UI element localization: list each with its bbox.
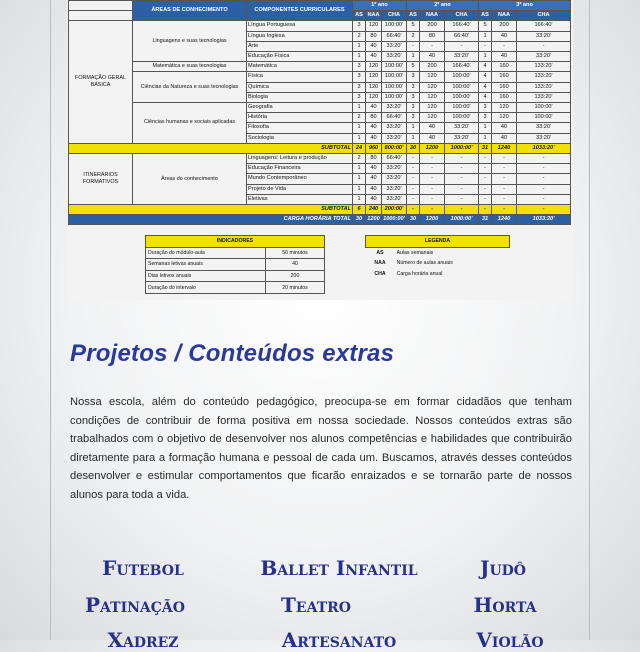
legenda-code: CHA xyxy=(374,271,386,278)
cell-value: - xyxy=(420,174,445,184)
cell-value: 3 xyxy=(407,92,420,102)
activity-xadrez: Xadrez xyxy=(107,628,179,652)
cell-value: 3 xyxy=(407,72,420,82)
indicador-label: Dias letivos anuais xyxy=(146,270,266,282)
cell-value: 120 xyxy=(492,113,517,123)
cell-value: 160 xyxy=(492,62,517,72)
cell-value: 100:00' xyxy=(382,82,407,92)
cell-value: 40 xyxy=(492,123,517,133)
activity-patinacao: Patinação xyxy=(85,593,185,617)
sub-header: AS xyxy=(407,11,420,21)
cell-value: 33:20' xyxy=(382,52,407,62)
cell-value: 40 xyxy=(366,194,382,204)
cell-value: 66:40' xyxy=(382,113,407,123)
cell-value: - xyxy=(479,154,492,164)
subtotal-value: - xyxy=(407,205,420,215)
cell-value: 1 xyxy=(353,41,366,51)
cell-value: - xyxy=(479,184,492,194)
total-value: 1033:20' xyxy=(517,215,571,225)
cell-value: - xyxy=(492,174,517,184)
area-label: Linguagens e suas tecnologias xyxy=(133,21,247,62)
area-label: Ciências da Natureza e suas tecnologias xyxy=(133,72,247,103)
cell-value: 1 xyxy=(479,31,492,41)
total-value: 1200 xyxy=(420,215,445,225)
cell-value: - xyxy=(479,41,492,51)
component-name: Geografia xyxy=(247,103,353,113)
cell-value: 100:00' xyxy=(382,92,407,102)
total-value: 1200 xyxy=(366,215,382,225)
cell-value: 80 xyxy=(420,31,445,41)
cell-value: 160 xyxy=(492,82,517,92)
cell-value: 120 xyxy=(366,21,382,31)
component-name: Projeto de Vida xyxy=(247,184,353,194)
cell-value: 33:20' xyxy=(517,133,571,143)
component-name: Educação Física xyxy=(247,52,353,62)
cell-value: - xyxy=(517,154,571,164)
subtotal-value: 1200 xyxy=(420,143,445,153)
cell-value: 133:20' xyxy=(517,92,571,102)
cell-value: 3 xyxy=(353,92,366,102)
left-border-line xyxy=(50,0,51,640)
component-name: Filosofia xyxy=(247,123,353,133)
cell-value: - xyxy=(445,164,479,174)
cell-value: - xyxy=(420,154,445,164)
total-value: 30 xyxy=(407,215,420,225)
header-row-years xyxy=(69,1,571,11)
cell-value: - xyxy=(445,154,479,164)
right-border-line xyxy=(589,0,590,640)
cell-value: - xyxy=(420,164,445,174)
cell-value: 1 xyxy=(353,103,366,113)
col-areas-header: ÁREAS DE CONHECIMENTO xyxy=(133,1,247,21)
cell-value: 80 xyxy=(366,154,382,164)
sub-header: CHA xyxy=(382,11,407,21)
activity-futebol: Futebol xyxy=(102,556,184,580)
component-name: História xyxy=(247,113,353,123)
component-name: Linguagens: Leitura e produção xyxy=(247,154,353,164)
legenda-desc: Número de aulas anuais xyxy=(396,260,453,267)
cell-value: 120 xyxy=(366,82,382,92)
cell-value: 1 xyxy=(407,52,420,62)
cell-value: 80 xyxy=(366,31,382,41)
cell-value: 100:00' xyxy=(445,92,479,102)
cell-value: - xyxy=(492,154,517,164)
cell-value: 5 xyxy=(407,62,420,72)
cell-value: - xyxy=(492,194,517,204)
cell-value: 40 xyxy=(366,164,382,174)
legenda-desc: Carga horária anual xyxy=(396,271,443,278)
cell-value: 40 xyxy=(420,52,445,62)
cell-value: 33:20' xyxy=(382,164,407,174)
total-value: 1000:00' xyxy=(445,215,479,225)
table-row xyxy=(69,62,571,72)
cell-value: 120 xyxy=(366,72,382,82)
year-header: 1º ano xyxy=(353,1,407,11)
cell-value: - xyxy=(407,174,420,184)
table-row xyxy=(69,21,571,31)
subtotal-label: SUBTOTAL xyxy=(69,205,353,215)
cell-value: - xyxy=(445,174,479,184)
cell-value: - xyxy=(479,164,492,174)
component-name: Língua Portuguesa xyxy=(247,21,353,31)
col-components-header: COMPONENTES CURRICULARES xyxy=(247,1,353,21)
cell-value: - xyxy=(492,184,517,194)
cell-value: 200 xyxy=(420,21,445,31)
cell-value: 166:40' xyxy=(445,62,479,72)
cell-value: 3 xyxy=(353,21,366,31)
subtotal-value: 240 xyxy=(366,205,382,215)
subtotal-label: SUBTOTAL xyxy=(69,143,353,153)
cell-value: 1 xyxy=(353,52,366,62)
cell-value: 66:40' xyxy=(382,154,407,164)
cell-value: 100:00' xyxy=(517,113,571,123)
cell-value: 40 xyxy=(366,174,382,184)
indicador-value: 20 minutos xyxy=(266,282,325,294)
component-name: Física xyxy=(247,72,353,82)
cell-value: 4 xyxy=(479,72,492,82)
cell-value: 3 xyxy=(353,72,366,82)
activity-judo: Judô xyxy=(479,556,527,580)
cell-value: 40 xyxy=(366,133,382,143)
cell-value: 200 xyxy=(420,62,445,72)
cell-value: - xyxy=(445,194,479,204)
indicador-label: Duração do módulo-aula xyxy=(146,247,266,259)
cell-value: 33:20' xyxy=(382,184,407,194)
component-name: Educação Financeira xyxy=(247,164,353,174)
subtotal-row xyxy=(69,143,571,153)
component-name: Arte xyxy=(247,41,353,51)
cell-value: 100:00' xyxy=(382,72,407,82)
cell-value: - xyxy=(407,164,420,174)
cell-value: - xyxy=(407,184,420,194)
cell-value: 66:40' xyxy=(445,31,479,41)
subtotal-value: - xyxy=(445,205,479,215)
cell-value: 1 xyxy=(353,164,366,174)
component-name: Biologia xyxy=(247,92,353,102)
cell-value: 33:20' xyxy=(382,41,407,51)
legenda-code: NAA xyxy=(374,260,386,267)
cell-value: 120 xyxy=(492,103,517,113)
curriculum-table xyxy=(68,0,571,225)
subtotal-value: 1000:00' xyxy=(445,143,479,153)
cell-value: 40 xyxy=(492,133,517,143)
area-label: Matemática e suas tecnologias xyxy=(133,62,247,72)
cell-value: 33:20' xyxy=(445,52,479,62)
cell-value: - xyxy=(420,41,445,51)
table-row xyxy=(69,72,571,82)
year-header: 2º ano xyxy=(407,1,479,11)
cell-value: 120 xyxy=(366,62,382,72)
total-row xyxy=(69,215,571,225)
sub-header: AS xyxy=(353,11,366,21)
cell-value: 2 xyxy=(353,31,366,41)
section-paragraph: Nossa escola, além do conteúdo pedagógico, preocupa-se em formar cidadãos que tenham condições de contribuir de forma positiva em nossa sociedade. Nossos conteúdos extras são trabalhados com o objetivo de desenvolver nos alunos competências e habilidades que contribuirão diretamente para a formação humana e pessoal de cada um. Buscamos, através desses conteúdos desenvolver e estimular comportamentos que ficarão enraizados e se tornarão parte de nossos alunos para toda a vida. xyxy=(70,396,572,501)
cell-value: 33:20' xyxy=(382,194,407,204)
sub-header: NAA xyxy=(492,11,517,21)
cell-value: 2 xyxy=(353,113,366,123)
component-name: Língua Inglesa xyxy=(247,31,353,41)
subtotal-value: - xyxy=(492,205,517,215)
subtotal-value: - xyxy=(517,205,571,215)
subtotal-value: - xyxy=(420,205,445,215)
cell-value: - xyxy=(479,174,492,184)
activity-artesanato: Artesanato xyxy=(281,628,397,652)
cell-value: 100:00' xyxy=(445,113,479,123)
subtotal-row xyxy=(69,205,571,215)
indicador-value: 200 xyxy=(266,270,325,282)
cell-value: - xyxy=(517,184,571,194)
activity-horta: Horta xyxy=(473,593,537,617)
area-label: Ciências humanas e sociais aplicadas xyxy=(133,103,247,144)
legenda-desc: Aulas semanais xyxy=(396,249,434,256)
cell-value: 40 xyxy=(366,123,382,133)
indicador-value: 40 xyxy=(266,259,325,271)
cell-value: - xyxy=(517,174,571,184)
subtotal-value: 1240 xyxy=(492,143,517,153)
subtotal-value: 24 xyxy=(353,143,366,153)
cell-value: 3 xyxy=(353,82,366,92)
cell-value: 1 xyxy=(407,133,420,143)
cell-value: 40 xyxy=(492,52,517,62)
sub-header: AS xyxy=(479,11,492,21)
cell-value: 33:20' xyxy=(517,31,571,41)
subtotal-value: - xyxy=(479,205,492,215)
cell-value: 160 xyxy=(492,72,517,82)
cell-value: - xyxy=(407,41,420,51)
component-name: Matemática xyxy=(247,62,353,72)
indicadores-title: INDICADORES xyxy=(146,236,325,248)
cell-value: - xyxy=(492,41,517,51)
formacao-label: FORMAÇÃO GERAL BÁSICA xyxy=(69,21,133,143)
cell-value: 40 xyxy=(420,123,445,133)
cell-value: 1 xyxy=(479,123,492,133)
cell-value: 120 xyxy=(366,92,382,102)
cell-value: 4 xyxy=(479,62,492,72)
cell-value: - xyxy=(420,184,445,194)
cell-value: 80 xyxy=(366,113,382,123)
cell-value: 1 xyxy=(407,123,420,133)
cell-value: 120 xyxy=(420,113,445,123)
area-label: Áreas do conhecimento xyxy=(133,154,247,205)
itinerarios-label: ITINERÁRIOS FORMATIVOS xyxy=(69,154,133,205)
cell-value: - xyxy=(479,194,492,204)
cell-value: 100:00' xyxy=(382,21,407,31)
subtotal-value: 31 xyxy=(479,143,492,153)
sub-header: NAA xyxy=(420,11,445,21)
table-row xyxy=(69,154,571,164)
indicadores-table xyxy=(145,235,325,294)
cell-value: 3 xyxy=(407,82,420,92)
cell-value: 1 xyxy=(353,133,366,143)
cell-value: - xyxy=(407,194,420,204)
cell-value: - xyxy=(445,184,479,194)
header-blank xyxy=(69,11,133,21)
total-value: 31 xyxy=(479,215,492,225)
activity-violao: Violão xyxy=(476,628,544,652)
cell-value: 160 xyxy=(492,92,517,102)
total-label: CARGA HORÁRIA TOTAL xyxy=(69,215,353,225)
year-header: 3º ano xyxy=(479,1,571,11)
cell-value: 66:40' xyxy=(382,31,407,41)
total-value: 1000:00' xyxy=(382,215,407,225)
cell-value: - xyxy=(445,41,479,51)
sub-header: NAA xyxy=(366,11,382,21)
subtotal-value: 1033:20' xyxy=(517,143,571,153)
cell-value: 100:00' xyxy=(517,103,571,113)
legenda-title: LEGENDA xyxy=(366,236,510,248)
cell-value: 40 xyxy=(366,41,382,51)
cell-value: 4 xyxy=(479,92,492,102)
cell-value: 120 xyxy=(420,103,445,113)
cell-value: 3 xyxy=(353,62,366,72)
indicador-label: Semanas letivas anuais xyxy=(146,259,266,271)
header-blank xyxy=(69,1,133,11)
component-name: Sociologia xyxy=(247,133,353,143)
subtotal-value: 960 xyxy=(366,143,382,153)
activity-ballet-infantil: Ballet Infantil xyxy=(260,556,418,580)
legenda-code: AS xyxy=(376,249,384,256)
cell-value: 2 xyxy=(407,31,420,41)
legenda-table xyxy=(365,235,510,279)
cell-value: 1 xyxy=(353,123,366,133)
cell-value: - xyxy=(420,194,445,204)
cell-value: 33:20' xyxy=(382,133,407,143)
total-value: 1240 xyxy=(492,215,517,225)
indicador-label: Duração do intervalo xyxy=(146,282,266,294)
cell-value: 1 xyxy=(353,174,366,184)
cell-value: 40 xyxy=(366,52,382,62)
sub-header: CHA xyxy=(517,11,571,21)
cell-value: - xyxy=(517,41,571,51)
cell-value: 100:00' xyxy=(445,72,479,82)
cell-value: - xyxy=(407,154,420,164)
component-name: Mundo Contemporâneo xyxy=(247,174,353,184)
cell-value: 2 xyxy=(353,154,366,164)
cell-value: 33:20' xyxy=(382,103,407,113)
cell-value: 3 xyxy=(407,113,420,123)
cell-value: 33:20' xyxy=(517,123,571,133)
cell-value: 133:20' xyxy=(517,82,571,92)
cell-value: 5 xyxy=(479,21,492,31)
cell-value: 1 xyxy=(479,52,492,62)
cell-value: 120 xyxy=(420,82,445,92)
cell-value: 100:00' xyxy=(445,103,479,113)
cell-value: 3 xyxy=(407,103,420,113)
cell-value: 40 xyxy=(420,133,445,143)
cell-value: - xyxy=(492,164,517,174)
cell-value: 40 xyxy=(366,184,382,194)
cell-value: - xyxy=(517,164,571,174)
component-name: Eletivas xyxy=(247,194,353,204)
cell-value: 1 xyxy=(353,184,366,194)
subtotal-value: 6 xyxy=(353,205,366,215)
cell-value: 1 xyxy=(479,133,492,143)
component-name: Química xyxy=(247,82,353,92)
cell-value: 120 xyxy=(420,92,445,102)
cell-value: 33:20' xyxy=(445,133,479,143)
cell-value: - xyxy=(517,194,571,204)
sub-header: CHA xyxy=(445,11,479,21)
cell-value: 3 xyxy=(479,113,492,123)
subtotal-value: 800:00' xyxy=(382,143,407,153)
section-title: Projetos / Conteúdos extras xyxy=(70,340,395,367)
cell-value: 33:20' xyxy=(382,174,407,184)
cell-value: 40 xyxy=(366,103,382,113)
activity-teatro: Teatro xyxy=(281,593,351,617)
cell-value: 100:00' xyxy=(445,82,479,92)
cell-value: 200 xyxy=(492,21,517,31)
subtotal-value: 200:00' xyxy=(382,205,407,215)
cell-value: 5 xyxy=(407,21,420,31)
subtotal-value: 30 xyxy=(407,143,420,153)
total-value: 30 xyxy=(353,215,366,225)
cell-value: 133:20' xyxy=(517,62,571,72)
indicador-value: 50 minutos xyxy=(266,247,325,259)
cell-value: 40 xyxy=(492,31,517,41)
cell-value: 33:20' xyxy=(382,123,407,133)
cell-value: 33:20' xyxy=(517,52,571,62)
cell-value: 100:00' xyxy=(382,62,407,72)
cell-value: 166:40' xyxy=(517,21,571,31)
cell-value: 120 xyxy=(420,72,445,82)
cell-value: 133:20' xyxy=(517,72,571,82)
cell-value: 166:40' xyxy=(445,21,479,31)
cell-value: 33:20' xyxy=(445,123,479,133)
table-row xyxy=(69,103,571,113)
cell-value: 3 xyxy=(479,103,492,113)
cell-value: 4 xyxy=(479,82,492,92)
cell-value: 1 xyxy=(353,194,366,204)
